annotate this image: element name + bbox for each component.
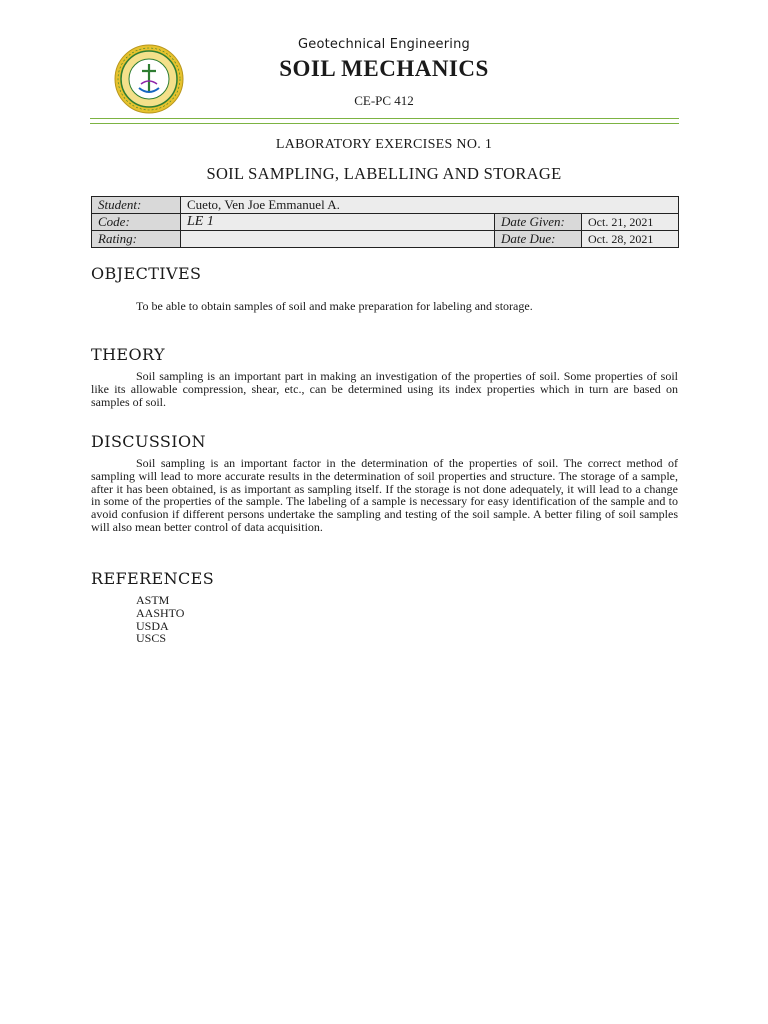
code-row [92, 214, 679, 231]
header-divider-bottom [90, 123, 679, 124]
student-label: Student: [92, 197, 181, 214]
objectives-text: To be able to obtain samples of soil and make preparation for labeling and storage. [136, 299, 533, 313]
date-due-label: Date Due: [495, 231, 582, 248]
student-row [92, 197, 679, 214]
code-label: Code: [92, 214, 181, 231]
reference-item: USCS [136, 631, 167, 646]
discussion-heading: DISCUSSION [91, 432, 206, 451]
header-divider-top [90, 118, 679, 119]
student-value: Cueto, Ven Joe Emmanuel A. [181, 197, 679, 214]
reference-item: ASTM [136, 593, 170, 607]
date-given-label: Date Given: [495, 214, 582, 231]
references-list [136, 594, 184, 645]
rating-label: Rating: [92, 231, 181, 248]
student-info-table [91, 196, 679, 248]
rating-row [92, 231, 679, 248]
code-value: LE 1 [181, 214, 495, 231]
subject-area: Geotechnical Engineering [297, 37, 471, 52]
rating-value [181, 231, 495, 248]
exercise-title: SOIL SAMPLING, LABELLING AND STORAGE [206, 164, 562, 183]
reference-item: USDA [136, 618, 169, 633]
discussion-text: Soil sampling is an important factor in the determination of the properties of soil. The correct method of sampling will lead to more accurate results in the determination of soil properties and structure. The storage of a sample, after it has been obtained, is as important as sampling itself. If the storage is not done adequately, it will lead to a change in some of the properties of the sample. The labeling of a sample is necessary for easy identification of the sample and to avoid confusion if different persons undertake the sampling and testing of the soil sample. A better filing of soil samples will also mean better control of data acquisition. [91, 456, 678, 534]
date-due-value: Oct. 28, 2021 [582, 231, 679, 248]
exercise-number: LABORATORY EXERCISES NO. 1 [275, 137, 493, 152]
date-given-value: Oct. 21, 2021 [582, 214, 679, 231]
theory-text: Soil sampling is an important part in making an investigation of the properties of soil. Some properties of soil like its allowable compression, shear, etc., can be determined using its index properties which in turn are based on samples of soil. [91, 369, 678, 409]
course-code: CE-PC 412 [354, 93, 414, 108]
objectives-heading: OBJECTIVES [91, 264, 202, 283]
theory-heading: THEORY [91, 345, 165, 364]
references-heading: REFERENCES [91, 569, 215, 588]
course-title: SOIL MECHANICS [279, 56, 489, 81]
reference-item: AASHTO [136, 605, 185, 620]
